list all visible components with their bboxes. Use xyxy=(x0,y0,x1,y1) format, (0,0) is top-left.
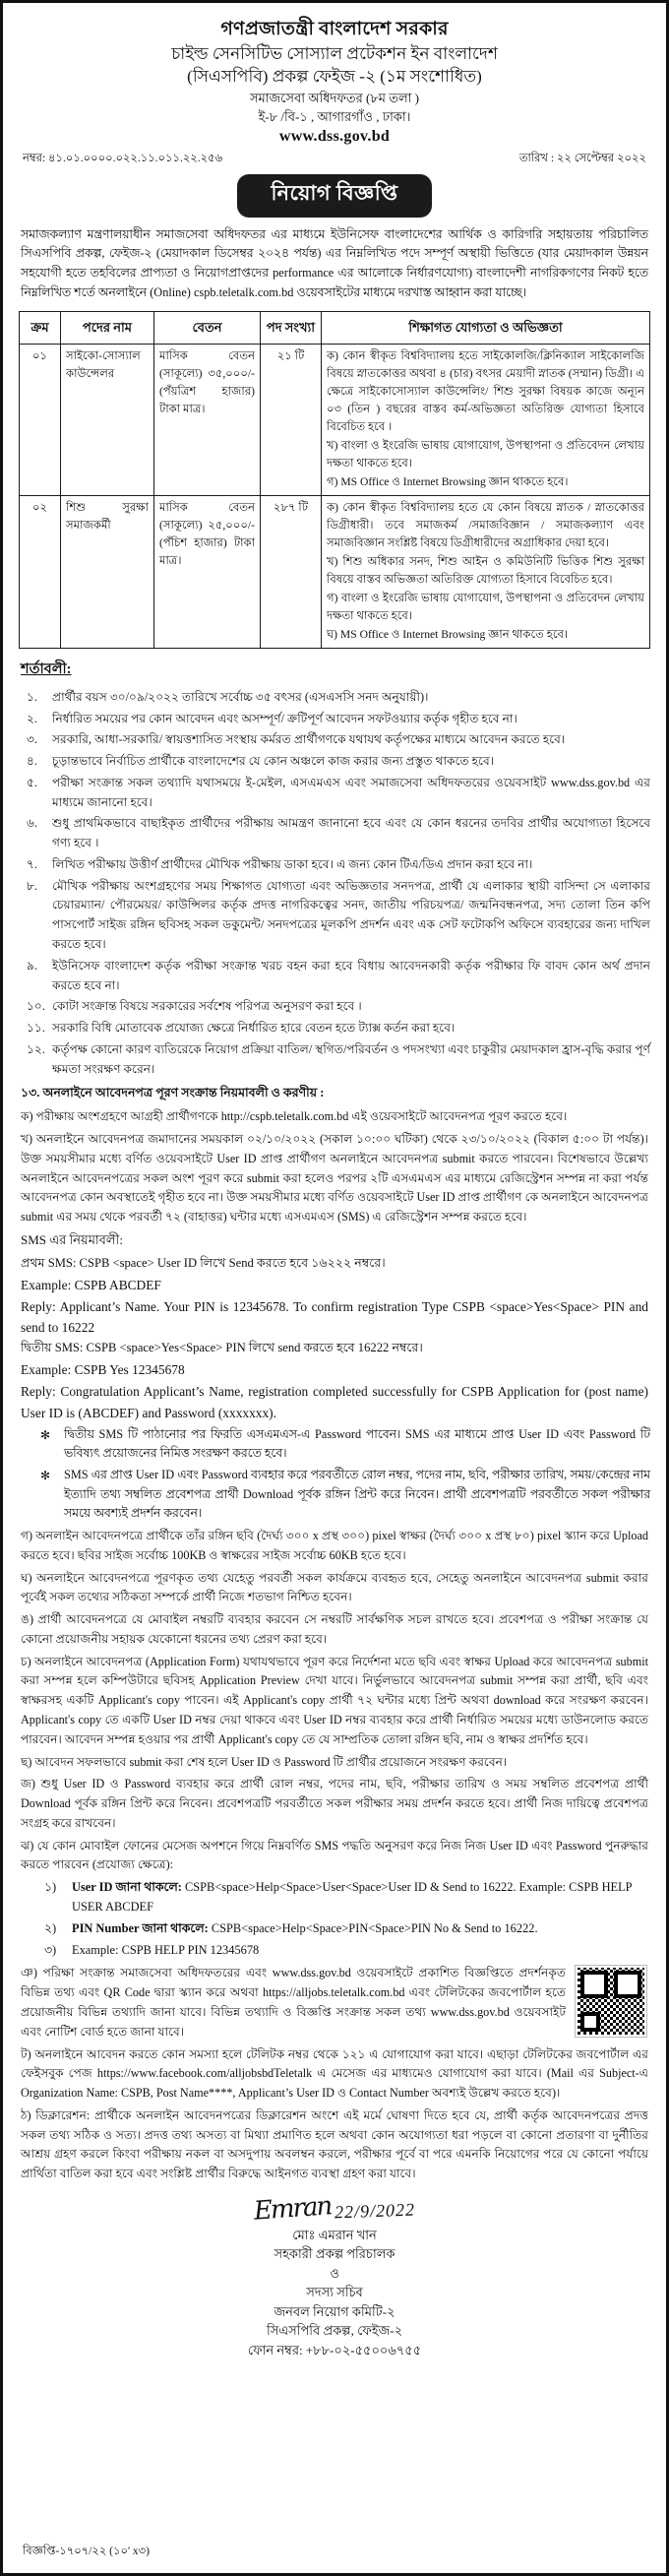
item-nya xyxy=(21,1964,648,2042)
govt-name: গণপ্রজাতন্ত্রী বাংলাদেশ সরকার xyxy=(220,19,449,39)
qualification-item: ঘ) MS Office ও Internet Browsing জ্ঞান থাকতে হবে। xyxy=(327,627,569,641)
signatory-title-3: জনবল নিয়োগ কমিটি-২ xyxy=(274,2303,395,2319)
row-pay: মাসিক বেতন (সাকূল্যে) ২৫,০০০/- (পঁচিশ হাজার) টাকা মাত্র। xyxy=(154,496,261,649)
signature-date: 22/9/2022 xyxy=(334,2199,416,2223)
intro-paragraph: সমাজকল্যাণ মন্ত্রণালয়াধীন সমাজসেবা অধিদফতর এর মাধ্যমে ইউনিসেফ বাংলাদেশের আর্থিক ও কারিগরি সহায়তায় পরিচালিত সিএসপিবি প্রকল্প, ফেইজ-২ (মেয়াদকাল ডিসেম্বর ২০২৪ পর্যন্ত) এর নিম্নলিখিত পদে সম্পূর্ণ অস্থায়ী ভিত্তিতে (যার মেয়াদকাল উন্নয়ন সহযোগী হতে তহবিলের প্রাপ্যতা ও নিয়োগপ্রাপ্তদের performance এর আলোকে নির্ধারণযোগ্য) বাংলাদেশী নাগরিকগণের নিকট হতে নিম্নলিখিত শর্তে অনলাইনে (Online) cspb.teletalk.com.bd ওয়েবসাইটের মাধ্যমে দরখাস্ত আহ্বান করা যাচ্ছে। xyxy=(21,226,648,300)
asterisk-icon: ✻ xyxy=(40,1469,51,1483)
sms-second-example: Example: CSPB Yes 12345678 xyxy=(21,1362,185,1378)
handwritten-signature: Emran xyxy=(252,2191,333,2227)
title-banner-wrap xyxy=(19,174,650,218)
sms-notes-list xyxy=(19,1425,650,1524)
sms-note-item xyxy=(19,1466,650,1524)
row-vacancy-count: ২৮৭ টি xyxy=(261,496,322,649)
item-uo-text: প্রার্থী আবেদনপত্রে যে মোবাইল নম্বরটি ব্যবহার করবেন সে নম্বরটি সার্বক্ষণিক সচল রাখতে হবে। প্রবেশপত্র ও পরীক্ষা সংক্রান্ত যে কোনো প্রয়োজনীয় সহায়ক যেকোনো ধরনের তথ্য প্রেরণ করা হবে। xyxy=(21,1612,649,1646)
item-ga xyxy=(21,1527,648,1566)
condition-item xyxy=(19,814,650,853)
issue-date xyxy=(519,150,646,168)
item-ta-text: অনলাইনে আবেদন করতে কোন সমস্যা হলে টেলিটক নম্বর থেকে ১২১ এ যোগাযোগ করা যাবে। এছাড়া টেলিটকের জবপোর্টাল এর ফেইসবুক পেজ https://www.facebook.com/alljobsbdTeletalk এ মেসেজ এর মাধ্যমেও যোগাযোগ করা যাবে। (Mail এর Subject-এ Organization Name: CSPB, Post Name****, Applicant’s User ID ও Contact Number অবশ্যই উল্লেখ করতে হবে)। xyxy=(21,2046,648,2101)
col-header-pay: বেতন xyxy=(154,312,261,345)
qualification-item: খ) বাংলা ও ইংরেজি ভাষায় যোগাযোগ, উপস্থাপনা ও প্রতিবেদন লেখায় দক্ষতা থাকতে হবে। xyxy=(327,439,644,471)
item-tha-label: ঠ) xyxy=(21,2107,31,2122)
condition-item xyxy=(19,1040,650,1080)
condition-item xyxy=(19,688,650,708)
condition-number: ৪. xyxy=(27,754,37,769)
item-ja-label: জ) xyxy=(21,1777,35,1791)
conditions-list xyxy=(19,688,650,1080)
item-cha-label: চ) xyxy=(21,1654,31,1668)
item-tha xyxy=(21,2106,648,2184)
item-jha-label: ঝ) xyxy=(21,1838,34,1853)
condition-number: ৭. xyxy=(27,856,37,871)
item-ja-text: শুধু User ID ও Password ব্যবহার করে প্রার্থী রোল নম্বর, পদের নাম, ছবি, পরীক্ষার তারিখ ও সময় সম্বলিত প্রবেশপত্র প্রার্থী Download পূর্বক রঙ্গিন প্রিন্ট করে নিবেন। প্রবেশপত্রটি পরবর্তীতে সকল পরীক্ষার সময় প্রদর্শন করতে হবে। প্রার্থী নিজ দায়িত্বে প্রবেশপত্র সংগ্রহ করে রাখবেন। xyxy=(21,1777,649,1830)
condition-number: ৮. xyxy=(27,878,37,893)
signatory-phone: ফোন নম্বর: +৮৮-০২-৫৫০০৬৭৫৫ xyxy=(247,2342,422,2357)
recovery-text: CSPB<space>Help<Space>PIN<Space>PIN No & Send to 16222. xyxy=(208,1920,538,1935)
condition-item xyxy=(19,1019,650,1038)
conditions-heading: শর্তাবলী: xyxy=(21,660,72,677)
condition-text: কর্তৃপক্ষ কোনো কারণ ব্যতিরেকে নিয়োগ প্রক্রিয়া বাতিল/ স্থগিত/পরিবর্তন ও পদসংখ্যা এবং চাকুরীর মেয়াদকাল হ্রাস-বৃদ্ধি করার পূর্ণ ক্ষমতা সংরক্ষণ করেন। xyxy=(52,1041,650,1076)
sms-first-example: Example: CSPB ABCDEF xyxy=(21,1277,161,1292)
condition-number: ২. xyxy=(27,711,37,725)
item-ja xyxy=(21,1775,648,1833)
condition-text: সরকারি বিধি মোতাবেক প্রযোজ্য ক্ষেত্রে নির্ধারিত হারে বেতন হতে ট্যাক্স কর্তন করা হবে। xyxy=(52,1021,456,1036)
online-application-heading: ১৩. অনলাইনে আবেদনপত্র পূরণ সংক্রান্ত নিয়মাবলী ও করণীয় : xyxy=(21,1086,325,1100)
item-uo-label: ঙ) xyxy=(21,1612,33,1627)
signature-inner xyxy=(187,2191,482,2360)
item-ta xyxy=(21,2045,648,2104)
qualification-item: ক) কোন স্বীকৃত বিশ্ববিদ্যালয় হতে যে কোন বিষয়ে স্নাতক / স্নাতকোত্তর ডিগ্রীধারী। তবে সমাজকর্ম /সমাজবিজ্ঞান / সমাজকল্যাণ এবং সমাজবিজ্ঞান সংশ্লিষ্ট বিষয়ে ডিগ্রীধারীদের অগ্রাধিকার দেয়া হবে। xyxy=(327,501,644,549)
sms-second-reply: Reply: Congratulation Applicant’s Name, registration completed successfully for CSPB Application for (post name) User ID is (ABCDEF) and Password (xxxxxxx). xyxy=(21,1384,648,1420)
recovery-number: ১) xyxy=(44,1880,57,1895)
qualification-item: গ) বাংলা ও ইংরেজি ভাষায় যোগাযোগ, উপস্থাপনা ও প্রতিবেদন লেখায় দক্ষতা থাকতে হবে। xyxy=(327,591,644,622)
signatory-name: মোঃ এমরান খান xyxy=(292,2227,377,2242)
signatory-conjunction: ও xyxy=(330,2265,339,2281)
item-ga-text: অনলাইন আবেদনপত্রে প্রার্থীকে তাঁর রঙ্গিন ছবি (দৈর্ঘ্য ৩০০ x প্রস্থ ৩০০) pixel স্বাক্ষর (দৈর্ঘ্য ৩০০ x প্রস্থ ৮০) pixel স্ক্যান করে Upload করতে হবে। ছবির সাইজ সর্বোচ্চ 100KB ও স্বাক্ষরের সাইজ সর্বোচ্চ 60KB হতে হবে। xyxy=(21,1529,648,1562)
condition-item xyxy=(19,730,650,750)
condition-number: ৫. xyxy=(27,775,37,789)
sms-note-item xyxy=(19,1425,650,1464)
document-header xyxy=(19,17,650,146)
row-qualification xyxy=(322,496,650,649)
col-header-post: পদের নাম xyxy=(61,312,154,345)
date-label: তারিখ : xyxy=(518,152,555,164)
item-ta-label: ট) xyxy=(21,2046,31,2061)
sms-note-text: দ্বিতীয় SMS টি পাঠানোর পর ফিরতি এসএমএস-এ Password পাবেন। SMS এর মাধ্যমে প্রাপ্ত User ID এবং Password টি ভবিষ্যৎ প্রয়োজনের নিমিত্ত সংরক্ষণ করতে হবে। xyxy=(64,1426,650,1461)
condition-number: ১১. xyxy=(27,1021,45,1036)
condition-text: পরীক্ষা সংক্রান্ত সকল তথ্যাদি যথাসময়ে ই-মেইল, এসএমএস এবং সমাজসেবা অধিদফতরের ওয়েবসাইট www.dss.gov.bd এর মাধ্যমে জানানো হবে। xyxy=(52,775,650,809)
signatory-title-4: সিএসপিবি প্রকল্প, ফেইজ-২ xyxy=(266,2323,403,2339)
item-jha xyxy=(21,1837,648,1876)
qr-finder-bottom-left xyxy=(580,2012,600,2032)
vacancy-table xyxy=(19,311,650,649)
condition-text: প্রার্থীর বয়স ৩০/০৯/২০২২ তারিখে সর্বোচ্চ ৩৫ বৎসর (এসএসসি সনদ অনুযায়ী)। xyxy=(52,689,429,704)
condition-text: চূড়ান্তভাবে নির্বাচিত প্রার্থীকে বাংলাদেশের যে কোন অঞ্চলে কাজ করার জন্য প্রস্তুত থাকতে হবে। xyxy=(52,754,495,769)
signature-block xyxy=(19,2191,650,2360)
table-row xyxy=(20,345,650,496)
condition-item xyxy=(19,855,650,875)
item-nya-label: ঞ) xyxy=(21,1966,37,1980)
qr-code-icon xyxy=(576,1966,646,2037)
item-ga-label: গ) xyxy=(21,1529,33,1543)
condition-number: ১. xyxy=(27,689,37,704)
condition-number: ১০. xyxy=(27,999,45,1014)
row-post-name: শিশু সুরক্ষা সমাজকর্মী xyxy=(61,496,154,649)
row-qualification xyxy=(322,345,650,496)
row-post-name: সাইকো-সোস্যাল কাউন্সেলর xyxy=(61,345,154,496)
recovery-number: ২) xyxy=(44,1920,57,1935)
item-uo xyxy=(21,1610,648,1650)
asterisk-icon: ✻ xyxy=(40,1427,51,1442)
recovery-item xyxy=(19,1919,650,1939)
sms-first-reply: Reply: Applicant’s Name. Your PIN is 12345678. To confirm registration Type CSPB <space>Yes<Space> PIN and send to 16222 xyxy=(21,1298,648,1336)
condition-item xyxy=(19,710,650,729)
condition-item xyxy=(19,752,650,772)
condition-item xyxy=(19,774,650,813)
address-line: ই-৮ /বি-১ , আগারগাঁও , ঢাকা। xyxy=(258,109,411,125)
department-name: সমাজসেবা অধিদফতর (৮ম তলা ) xyxy=(249,90,420,105)
recovery-label: User ID জানা থাকলে: xyxy=(72,1880,182,1895)
recovery-label: PIN Number জানা থাকলে: xyxy=(72,1920,209,1935)
row-pay: মাসিক বেতন (সাকূল্যে) ৩৫,০০০/- (পঁয়ত্রিশ হাজার) টাকা মাত্র। xyxy=(154,345,261,496)
col-header-sl: ক্রম xyxy=(20,312,61,345)
col-header-qualification: শিক্ষাগত যোগ্যতা ও অভিজ্ঞতা xyxy=(322,312,650,345)
condition-text: লিখিত পরীক্ষায় উত্তীর্ণ প্রার্থীদের মৌখিক পরীক্ষায় ডাকা হবে। এ জন্য কোন টিএ/ডিএ প্রদান করা হবে না। xyxy=(52,856,533,871)
table-row xyxy=(20,496,650,649)
footer-ref-text: বিজ্ঞপ্তি-১৭০৭/২২ (১০' x৩) xyxy=(23,2545,150,2557)
condition-text: মৌখিক পরীক্ষায় অংশগ্রহণের সময় শিক্ষাগত যোগ্যতা এবং অভিজ্ঞতার সনদপত্র, প্রার্থী যে এলাকার স্থায়ী বাসিন্দা সে এলাকার চেয়ারম্যান/ পৌরমেয়র/ কাউন্সিলর কর্তৃক প্রদত্ত নাগরিকত্বের সনদ, জাতীয় পরিচয়পত্র/ জন্মনিবন্ধনপত্র, সদ্য তোলা তিন কপি পাসপোর্ট সাইজ রঙ্গিন ছবিসহ সকল ডকুমেন্ট/ সনদপত্রের মূলকপি প্রদর্শন এবং এক সেট ফটোকপি অফিসে ব্যবহারের জন্য দাখিল করতে হবে। xyxy=(52,878,650,951)
sms-second-instruction: দ্বিতীয় SMS: CSPB <space>Yes<Space> PIN লিখে send করতে হবে 16222 নম্বরে। xyxy=(21,1341,423,1355)
project-name-line2: (সিএসপিবি) প্রকল্প ফেইজ -২ (১ম সংশোধিত) xyxy=(187,66,482,86)
date-value: ২২ সেপ্টেম্বর ২০২২ xyxy=(556,152,646,164)
col-header-vacancy: পদ সংখ্যা xyxy=(261,312,322,345)
condition-number: ৩. xyxy=(27,732,37,747)
condition-text: শুধু প্রাথমিকভাবে বাছাইকৃত প্রার্থীদের পরীক্ষায় আমন্ত্রণ জানানো হবে এবং যে কোন ধরনের তদবির প্রার্থীর অযোগ্যতা হিসেবে গণ্য হবে । xyxy=(52,816,650,850)
credential-recovery-list xyxy=(19,1878,650,1960)
recovery-item xyxy=(19,1878,650,1917)
recovery-item xyxy=(19,1941,650,1961)
online-step-ka: ক) পরীক্ষায় অংশগ্রহণে আগ্রহী প্রার্থীগণকে http://cspb.teletalk.com.bd এই ওয়েবসাইটে আবেদনপত্র পূরণ করতে হবে। xyxy=(21,1109,568,1124)
row-vacancy-count: ২১ টি xyxy=(261,345,322,496)
website-url[interactable]: www.dss.gov.bd xyxy=(278,127,391,145)
item-chha xyxy=(21,1753,648,1773)
memo-number xyxy=(23,150,222,168)
condition-item xyxy=(19,957,650,996)
memo-value: ৪১.০১.০০০০.০২২.১১.০১১.২২.২৫৬ xyxy=(48,152,223,164)
item-cha-text: অনলাইনে আবেদনপত্র (Application Form) যথাযথভাবে পূরণ করে নির্দেশনা মতে ছবি এবং স্বাক্ষর Upload করে আবেদনপত্র submit করা সম্পন্ন হলে কম্পিউটারে ছবিসহ Application Preview দেখা যাবে। নির্ভুলভাবে আবেদনপত্র submit সম্পন্ন করা প্রার্থী, ছবি এবং স্বাক্ষরসহ একটি Applicant's copy পাবেন। এই Applicant's copy প্রার্থী ৭২ ঘন্টার মধ্যে প্রিন্ট অথবা download করে সংরক্ষণ করবেন। Applicant's copy তে একটি User ID নম্বর দেয়া থাকবে এবং User ID নম্বর ব্যবহার করে প্রার্থী নির্ধারিত সময়ের মধ্যে ডাউনলোড করতে পারবেন। আবেদন সম্পন্ন হওয়ার পর প্রার্থী Applicant's copy তে যে সাম্প্রতিক তোলা রঙ্গিন ছবি, নাম ও স্বাক্ষর প্রদর্শিত হবে। xyxy=(21,1654,649,1746)
condition-text: নির্ধারিত সময়ের পর কোন আবেদন এবং অসম্পূর্ণ/ ক্রটিপূর্ণ আবেদন সফটওয়্যার কর্তৃক গৃহীত হবে না। xyxy=(52,711,517,725)
condition-text: কোটা সংক্রান্ত বিষয়ে সরকারের সর্বশেষ পরিপত্র অনুসরণ করা হবে । xyxy=(52,999,362,1014)
row-sl: ০১ xyxy=(20,345,61,496)
item-chha-text: আবেদন সফলভাবে submit করা শেষ হলে User ID ও Password টি প্রার্থীর প্রয়োজনে সংরক্ষণ করবেন। xyxy=(34,1754,508,1769)
online-step-kha: খ) অনলাইনে আবেদনপত্র জমাদানের সময়কাল ০২/১০/২০২২ (সকাল ১০:০০ ঘটিকা) থেকে ২৩/১০/২০২২ (বিকাল ৫:০০ টা পর্যন্ত)। উক্ত সময়সীমার মধ্যে বর্ণিত ওয়েবসাইটে User ID প্রাপ্ত প্রার্থীগণ অনলাইনে আবেদনপত্র submit করতে পারবেন। বিশেষভাবে উল্লেখ্য অনলাইনে আবেদনপত্রের সকল অংশ পূরণ করে submit করা হলেও পরপর ২টি এসএমএস এর মাধ্যমে রেজিস্ট্রেশন সম্পন্ন না করা পর্যন্ত আবেদনপত্র কোন অবস্থাতেই গৃহীত হবে না। উক্ত সময়সীমার মধ্যে বর্ণিত ওয়েবসাইটে User ID প্রাপ্ত প্রার্থীগণ কে অনলাইনে আবেদনপত্র submit এর সময় থেকে পরবর্তী ৭২ (বাহাত্তর) ঘন্টার মধ্যে এসএমএস (SMS) এ রেজিস্ট্রেশন সম্পন্ন করতে হবে। xyxy=(21,1132,648,1225)
row-sl: ০২ xyxy=(20,496,61,649)
recovery-text: Example: CSPB HELP PIN 12345678 xyxy=(72,1942,260,1957)
item-jha-text: যে কোন মোবাইল ফোনের মেসেজ অপশনে গিয়ে নিম্নবর্ণিত SMS পদ্ধতি অনুসরণ করে নিজ নিজ User ID এবং Password পুনরুদ্ধার করতে পারবেন (প্রযোজ্য ক্ষেত্রে): xyxy=(21,1838,648,1872)
signatory-title-2: সদস্য সচিব xyxy=(306,2285,363,2300)
footer-reference xyxy=(23,2544,150,2559)
qualification-item: খ) শিশু অধিকার সনদ, শিশু আইন ও কমিউনিটি ভিত্তিক শিশু সুরক্ষা বিষয়ে বাস্তব অভিজ্ঞতা অতিরিক্ত যোগ্যতা হিসাবে বিবেচিত হবে। xyxy=(327,554,644,586)
recovery-text: CSPB<space>Help<Space>User<Space>User ID & Send to 16222. Example: CSPB HELP USER ABCDEF xyxy=(72,1880,633,1914)
memo-date-row xyxy=(19,150,650,168)
condition-number: ১২. xyxy=(27,1041,45,1056)
qualification-item: ক) কোন স্বীকৃত বিশ্ববিদ্যালয় হতে সাইকোলজি/ক্লিনিক্যাল সাইকোলজি বিষয়ে স্নাতকোত্তর অথবা ৪ (চার) বৎসর মেয়াদী স্নাতক (সম্মান) ডিগ্রী। এ ক্ষেত্রে সাইকোসোস্যাল কাউন্সেলিং/ শিশু সুরক্ষা বিষয়ক কাজে অন্যূন ০৩ (তিন ) বছরের বাস্তব কর্ম-অভিজ্ঞতা অতিরিক্ত যোগ্যতা হিসাবে বিবেচিত হবে । xyxy=(327,349,644,434)
sms-note-text: SMS এর প্রাপ্ত User ID এবং Password ব্যবহার করে পরবর্তীতে রোল নম্বর, পদের নাম, ছবি, পরীক্ষার তারিখ, সময়/কেন্দ্রের নাম ইত্যাদি তথ্য সম্বলিত প্রবেশপত্র প্রার্থী Download পূর্বক রঙ্গিন প্রিন্ট করে নিবেন। প্রার্থী প্রবেশপত্রটি পরবর্তীতে সকল পরীক্ষার সময়ে অবশ্যই প্রদর্শন করবেন। xyxy=(64,1468,650,1521)
sms-rules-heading: SMS এর নিয়মাবলী: xyxy=(21,1231,123,1247)
signatory-title-1: সহকারী প্রকল্প পরিচালক xyxy=(274,2246,395,2262)
item-gha-text: অনলাইনে আবেদনপত্রে পূরণকৃত তথ্য যেহেতু পরবর্তী সকল কার্যক্রমে ব্যবহৃত হবে, সেহেতু অনলাইনে আবেদনপত্র submit করার পূর্বেই সকল তথ্যের সঠিকতা সম্পর্কে প্রার্থী নিজে শতভাগ নিশ্চিত হবেন। xyxy=(21,1570,648,1604)
item-cha xyxy=(21,1653,648,1750)
circular-title-banner: নিয়োগ বিজ্ঞপ্তি xyxy=(237,174,431,218)
memo-label: নম্বর: xyxy=(23,152,46,164)
condition-number: ৬. xyxy=(27,816,37,831)
sms-first-instruction: প্রথম SMS: CSPB <space> User ID লিখে Send করতে হবে ১৬২২২ নম্বরে। xyxy=(21,1255,386,1270)
item-nya-text: পরিক্ষা সংক্রান্ত সমাজসেবা অধিদফতরের এবং www.dss.gov.bd ওয়েবসাইটে প্রকাশিত বিজ্ঞপ্তিতে প্রদর্শনকৃত বিভিন্ন তথ্য এবং QR Code দ্বারা স্ক্যান করে অথবা https://alljobs.teletalk.com.bd এবং টেলিটকের জবপোর্টাল হতে প্রয়োজনীয় বিভিন্ন তথ্যাদি জানা যাবে। বিভিন্ন তথ্যাদি ও বিজ্ঞপ্তি সংক্রান্ত সকল তথ্য www.dss.gov.bd ওয়েবসাইট এবং নোটিশ বোর্ড হতে জানা যাবে। xyxy=(21,1966,566,2039)
item-tha-text: ডিক্লারেশন: প্রার্থীকে অনলাইন আবেদনপত্রের ডিক্লারেশন অংশে এই মর্মে ঘোষণা দিতে হবে যে, প্রার্থী কর্তৃক আবেদনপত্রের প্রদত্ত সকল তথ্য সঠিক ও সত্য। প্রদত্ত তথ্য অসত্য বা মিথ্যা প্রমাণিত হলে অথবা কোন অযোগ্যতা ধরা পড়লে বা কোনো প্রতারণা বা দুর্নীতির আশ্রয় গ্রহণ করলে কিংবা পরীক্ষায় নকল বা অসদুপায় অবলম্বন করলে, পরীক্ষার পূর্বে বা পরে এমনকি নিয়োগের পরে যে কোনো পর্যায়ে প্রার্থিতা বাতিল করা হবে এবং সংশ্লিষ্ট প্রার্থীর বিরুদ্ধে আইনগত ব্যবস্থা গ্রহণ করা যাবে। xyxy=(21,2107,648,2181)
project-name-line1: চাইল্ড সেনসিটিভ সোস্যাল প্রটেকশন ইন বাংলাদেশ xyxy=(171,43,498,63)
condition-item xyxy=(19,997,650,1017)
item-gha-label: ঘ) xyxy=(21,1570,32,1585)
item-chha-label: ছ) xyxy=(21,1754,32,1769)
item-gha xyxy=(21,1569,648,1608)
qualification-item: গ) MS Office ও Internet Browsing জ্ঞান থাকতে হবে। xyxy=(327,475,569,489)
condition-text: ইউনিসেফ বাংলাদেশ কর্তৃক পরীক্ষা সংক্রান্ত খরচ বহন করা হবে বিধায় আবেদনকারী কর্তৃক পরীক্ষার ফি বাবদ কোন অর্থ প্রদান করতে হবে না। xyxy=(52,958,650,992)
qr-section xyxy=(19,1964,650,2042)
recovery-number: ৩) xyxy=(44,1942,57,1957)
table-header-row xyxy=(20,312,650,345)
condition-number: ৯. xyxy=(27,958,37,973)
condition-item xyxy=(19,877,650,955)
condition-text: সরকারি, আধা-সরকারি/ স্বায়ত্তশাসিত সংস্থায় কর্মরত প্রার্থীগণকে যথাযথ কর্তৃপক্ষের মাধ্যমে আবেদন করতে হবে। xyxy=(52,732,566,747)
